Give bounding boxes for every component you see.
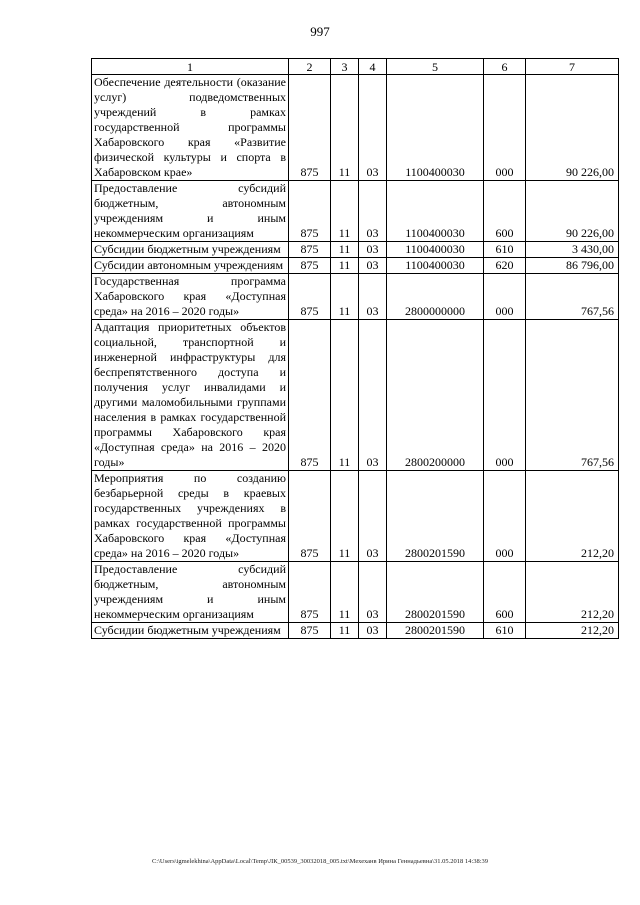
row-code-5: 1100400030 [387, 242, 484, 258]
row-code-3: 11 [331, 181, 359, 242]
row-code-3: 11 [331, 562, 359, 623]
row-code-5: 2800000000 [387, 274, 484, 320]
table-row [92, 181, 619, 242]
table-row [92, 471, 619, 562]
row-amount: 90 226,00 [526, 181, 619, 242]
row-code-6: 610 [484, 623, 526, 639]
row-code-5: 2800201590 [387, 623, 484, 639]
row-code-2: 875 [289, 242, 331, 258]
row-description: Обеспечение деятельности (оказание услуг) подведомственных учреждений в рамках государственной программы Хабаровского края «Развитие физической культуры и спорта в Хабаровском крае» [92, 75, 289, 181]
row-code-2: 875 [289, 274, 331, 320]
row-code-3: 11 [331, 242, 359, 258]
row-code-4: 03 [359, 258, 387, 274]
row-code-2: 875 [289, 562, 331, 623]
row-amount: 3 430,00 [526, 242, 619, 258]
row-code-5: 2800201590 [387, 471, 484, 562]
row-code-4: 03 [359, 562, 387, 623]
row-code-4: 03 [359, 242, 387, 258]
row-code-3: 11 [331, 471, 359, 562]
row-description: Государственная программа Хабаровского края «Доступная среда» на 2016 – 2020 годы» [92, 274, 289, 320]
header-row [92, 59, 619, 75]
page-number: 997 [310, 24, 330, 39]
row-amount: 212,20 [526, 562, 619, 623]
row-code-2: 875 [289, 623, 331, 639]
row-code-6: 000 [484, 471, 526, 562]
table-row [92, 320, 619, 471]
row-code-6: 600 [484, 181, 526, 242]
column-header: 7 [526, 59, 619, 75]
row-code-6: 000 [484, 75, 526, 181]
table-row [92, 562, 619, 623]
row-code-2: 875 [289, 320, 331, 471]
row-code-4: 03 [359, 274, 387, 320]
row-code-6: 610 [484, 242, 526, 258]
row-code-3: 11 [331, 274, 359, 320]
row-description: Адаптация приоритетных объектов социальной, транспортной и инженерной инфраструктуры для беспрепятственного доступа и получения услуг инвалидами и другими маломобильными группами населения в рамках государственной программы Хабаровского края «Доступная среда» на 2016 – 2020 годы» [92, 320, 289, 471]
row-amount: 767,56 [526, 274, 619, 320]
row-amount: 212,20 [526, 623, 619, 639]
row-code-5: 1100400030 [387, 181, 484, 242]
row-code-2: 875 [289, 258, 331, 274]
column-header: 1 [92, 59, 289, 75]
table-row [92, 242, 619, 258]
row-code-3: 11 [331, 623, 359, 639]
budget-table [91, 58, 619, 639]
column-header: 3 [331, 59, 359, 75]
table-row [92, 623, 619, 639]
row-code-4: 03 [359, 181, 387, 242]
row-code-3: 11 [331, 320, 359, 471]
row-description: Предоставление субсидий бюджетным, автономным учреждениям и иным некоммерческим организациям [92, 181, 289, 242]
row-code-2: 875 [289, 75, 331, 181]
row-code-5: 2800201590 [387, 562, 484, 623]
table-row [92, 274, 619, 320]
column-header: 4 [359, 59, 387, 75]
row-amount: 90 226,00 [526, 75, 619, 181]
row-code-5: 1100400030 [387, 75, 484, 181]
row-code-5: 2800200000 [387, 320, 484, 471]
row-code-4: 03 [359, 320, 387, 471]
row-amount: 212,20 [526, 471, 619, 562]
row-code-5: 1100400030 [387, 258, 484, 274]
row-description: Субсидии автономным учреждениям [92, 258, 289, 274]
row-code-6: 000 [484, 274, 526, 320]
row-code-6: 000 [484, 320, 526, 471]
row-code-4: 03 [359, 623, 387, 639]
row-code-4: 03 [359, 471, 387, 562]
table-row [92, 258, 619, 274]
row-code-4: 03 [359, 75, 387, 181]
row-description: Мероприятия по созданию безбарьерной среды в краевых государственных учреждениях в рамках государственной программы Хабаровского края «Доступная среда» на 2016 – 2020 годы» [92, 471, 289, 562]
row-amount: 767,56 [526, 320, 619, 471]
column-header: 2 [289, 59, 331, 75]
row-code-2: 875 [289, 471, 331, 562]
column-header: 6 [484, 59, 526, 75]
row-code-2: 875 [289, 181, 331, 242]
row-description: Субсидии бюджетным учреждениям [92, 623, 289, 639]
row-code-3: 11 [331, 258, 359, 274]
file-path-footer: C:\Users\igmelekhina\AppData\Local\Temp\ЛК_00539_30032018_005.txt\Мехеханв Ирина Геннадьевна\31.05.2018 14:38:39 [151, 858, 489, 865]
row-code-6: 620 [484, 258, 526, 274]
row-code-6: 600 [484, 562, 526, 623]
column-header: 5 [387, 59, 484, 75]
row-description: Предоставление субсидий бюджетным, автономным учреждениям и иным некоммерческим организациям [92, 562, 289, 623]
row-code-3: 11 [331, 75, 359, 181]
row-description: Субсидии бюджетным учреждениям [92, 242, 289, 258]
table-row [92, 75, 619, 181]
row-amount: 86 796,00 [526, 258, 619, 274]
